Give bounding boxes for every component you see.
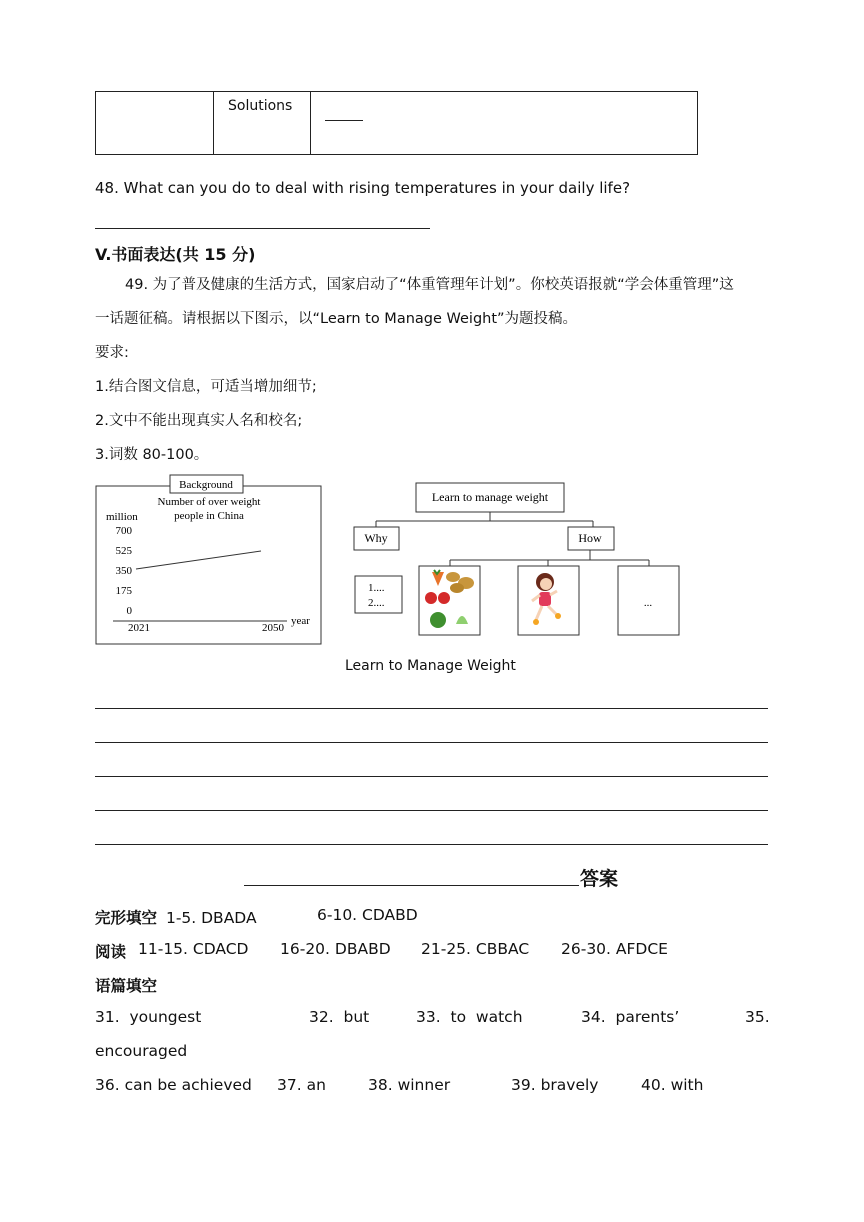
x-tick-label: 2050	[262, 622, 284, 634]
why-item-2: 2....	[368, 597, 385, 609]
more-label: ...	[643, 597, 653, 609]
answer-header-line	[244, 885, 579, 886]
writing-line	[95, 810, 768, 811]
y-tick-label: 0	[126, 605, 132, 617]
cloze-row	[95, 906, 257, 928]
answer-34: 34. parents’	[581, 1008, 680, 1026]
how-label: How	[578, 531, 602, 545]
reading-answer: 26-30. AFDCE	[561, 940, 668, 958]
why-item-1: 1....	[368, 582, 385, 594]
writing-line	[95, 776, 768, 777]
answers-header: 答案	[580, 868, 619, 890]
prompt-line-1: 49. 为了普及健康的生活方式，国家启动了“体重管理年计划”。你校英语报就“学会体重管理”这	[125, 277, 734, 293]
cloze-answer-2: 6-10. CDABD	[317, 906, 418, 924]
solutions-table	[95, 91, 698, 155]
answer-35: encouraged	[95, 1042, 188, 1060]
question-48: 48. What can you do to deal with rising temperatures in your daily life?	[95, 179, 631, 197]
y-tick-label: 175	[115, 585, 132, 597]
chart-ylabel: million	[106, 511, 138, 523]
answer-line-48	[95, 228, 430, 229]
weight-diagram	[350, 480, 690, 640]
reading-answer: 16-20. DBABD	[280, 940, 391, 958]
y-tick-label: 350	[115, 565, 132, 577]
cloze-label: 完形填空	[95, 909, 158, 927]
chart-xlabel: year	[291, 615, 310, 627]
answer-37: 37. an	[277, 1076, 326, 1094]
reading-answer: 21-25. CBBAC	[421, 940, 530, 958]
table-empty-cell	[96, 92, 214, 155]
y-tick-label: 525	[115, 545, 132, 557]
chart-title-line-1: Number of over weight	[157, 496, 261, 508]
root-label: Learn to manage weight	[431, 490, 549, 504]
requirement-1: 1.结合图文信息，可适当增加细节;	[95, 379, 317, 395]
passage-label: 语篇填空	[95, 977, 158, 995]
answer-39: 39. bravely	[511, 1076, 599, 1094]
answer-40: 40. with	[641, 1076, 704, 1094]
answer-36: 36. can be achieved	[95, 1076, 252, 1094]
reading-label: 阅读	[95, 943, 127, 961]
reading-answer: 11-15. CDACD	[138, 940, 249, 958]
chart-title-line-2: people in China	[174, 510, 244, 522]
answer-35-number: 35.	[745, 1008, 770, 1026]
x-tick-label: 2021	[128, 622, 150, 634]
why-label: Why	[364, 531, 388, 545]
requirements-title: 要求:	[95, 345, 129, 361]
y-tick-label: 700	[115, 525, 132, 537]
writing-line	[95, 742, 768, 743]
answer-33: 33. to watch	[416, 1008, 523, 1026]
requirement-3: 3.词数 80-100。	[95, 447, 209, 463]
background-chart	[95, 474, 323, 646]
diagram-caption: Learn to Manage Weight	[345, 658, 516, 674]
answer-31: 31. youngest	[95, 1008, 202, 1026]
writing-line	[95, 844, 768, 845]
solutions-blank-cell	[311, 92, 698, 155]
requirement-2: 2.文中不能出现真实人名和校名;	[95, 413, 303, 429]
prompt-line-2: 一话题征稿。请根据以下图示，以“Learn to Manage Weight”为题投稿。	[95, 311, 578, 327]
solutions-label: Solutions	[214, 92, 311, 155]
solutions-blank	[325, 106, 363, 121]
answer-38: 38. winner	[368, 1076, 451, 1094]
answer-32: 32. but	[309, 1008, 370, 1026]
chart-tag: Background	[179, 479, 233, 491]
writing-line	[95, 708, 768, 709]
section-title: V.书面表达(共 15 分)	[95, 245, 256, 264]
cloze-answer-1: 1-5. DBADA	[165, 909, 257, 927]
